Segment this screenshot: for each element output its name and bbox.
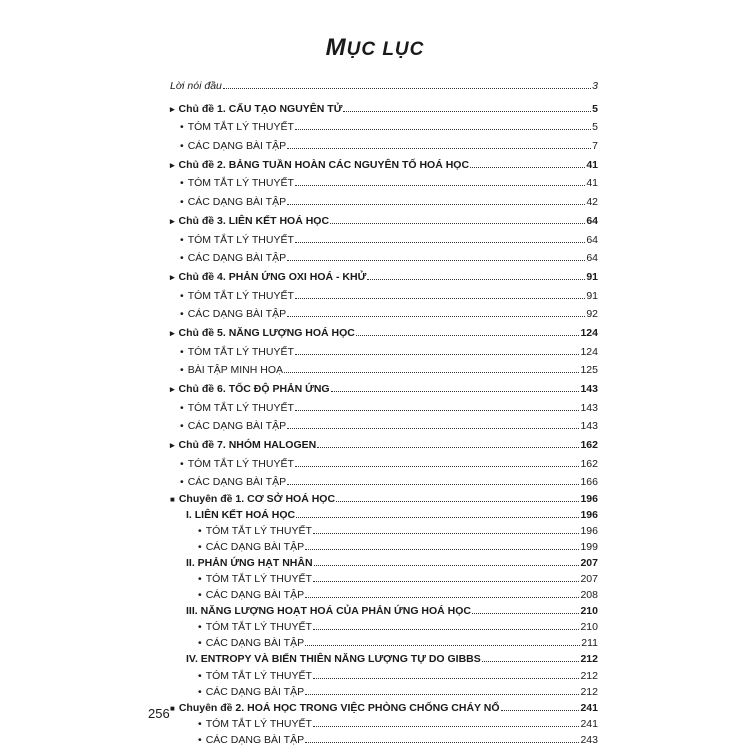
page-number: 256 (148, 706, 170, 721)
dot-bullet-icon: • (198, 589, 202, 602)
toc-entry (170, 649, 598, 665)
toc-entry (170, 414, 598, 433)
toc-entry (170, 521, 598, 537)
toc-entry-label: Chủ đề 2. BẢNG TUẦN HOÀN CÁC NGUYÊN TỐ HOÁ HỌC (178, 158, 470, 171)
toc-entry-page: 5 (592, 102, 598, 115)
toc-entry-label-wrap (180, 346, 294, 358)
triangle-bullet-icon: ▸ (170, 440, 175, 451)
dot-leader (343, 110, 591, 112)
dot-leader (317, 446, 579, 448)
dot-leader (295, 353, 580, 355)
toc-entry-label-wrap (170, 383, 330, 395)
toc-entry-label-wrap (198, 686, 304, 698)
triangle-bullet-icon: ▸ (170, 384, 175, 394)
toc-entry-label-wrap (198, 637, 304, 649)
toc-entry-page: 64 (586, 233, 598, 246)
toc-entry-label: TÓM TẮT LÝ THUYẾT (187, 233, 294, 246)
toc-entry-label: TÓM TẮT LÝ THUYẾT (187, 289, 294, 302)
dot-bullet-icon: • (198, 637, 202, 650)
toc-entry (170, 152, 598, 171)
toc-entry-page: 91 (586, 270, 598, 283)
dot-leader (296, 516, 579, 518)
toc-entry (170, 698, 598, 714)
dot-leader (313, 532, 580, 534)
toc-entry-page: 3 (592, 80, 598, 92)
table-of-contents (170, 74, 598, 746)
toc-entry-label-wrap (170, 493, 335, 505)
dot-leader (367, 278, 585, 280)
toc-entry-page: 196 (580, 508, 598, 521)
toc-entry-page: 7 (592, 140, 598, 153)
toc-entry-page: 196 (580, 492, 598, 505)
dot-bullet-icon: • (180, 233, 184, 246)
toc-entry-label-wrap (170, 80, 222, 92)
toc-entry (170, 320, 598, 339)
dot-leader (295, 297, 585, 299)
toc-entry (170, 339, 598, 358)
toc-entry-label: CÁC DẠNG BÀI TẬP (187, 476, 287, 489)
dot-bullet-icon: • (180, 364, 184, 377)
toc-entry (170, 96, 598, 115)
toc-entry-label: CÁC DẠNG BÀI TẬP (187, 420, 287, 433)
toc-entry-label: Chủ đề 5. NĂNG LƯỢNG HOÁ HỌC (178, 326, 355, 339)
toc-entry-page: 241 (580, 717, 598, 730)
dot-leader (287, 427, 579, 429)
toc-entry-page: 207 (580, 573, 598, 585)
dot-leader (501, 709, 580, 711)
toc-entry-page: 210 (580, 605, 598, 618)
toc-entry-label-wrap (180, 364, 283, 376)
toc-entry-label: Chủ đề 6. TỐC ĐỘ PHẢN ỨNG (178, 383, 330, 395)
dot-bullet-icon: • (180, 140, 184, 153)
toc-entry (170, 395, 598, 414)
toc-entry-label: TÓM TẮT LÝ THUYẾT (205, 524, 312, 537)
dot-leader (313, 628, 580, 630)
dot-leader (313, 677, 580, 679)
triangle-bullet-icon: ▸ (170, 159, 175, 170)
toc-entry (170, 569, 598, 585)
toc-entry (170, 451, 598, 470)
toc-entry-label: CÁC DẠNG BÀI TẬP (187, 252, 287, 265)
title-rest: ỤC LỤC (346, 39, 425, 60)
dot-leader (223, 87, 591, 89)
toc-entry-page: 143 (580, 420, 598, 433)
dot-bullet-icon: • (180, 345, 184, 358)
toc-entry (170, 470, 598, 489)
dot-leader (295, 409, 580, 411)
title-first-letter: M (325, 34, 347, 61)
dot-leader (356, 334, 580, 336)
dot-bullet-icon: • (198, 733, 202, 746)
toc-entry-label-wrap (170, 103, 342, 115)
toc-entry-label-wrap (186, 653, 481, 665)
toc-entry (170, 208, 598, 227)
toc-entry-label: I. LIÊN KẾT HOÁ HỌC (186, 508, 296, 521)
toc-entry-page: 42 (586, 196, 598, 209)
dot-bullet-icon: • (180, 457, 184, 470)
toc-entry-page: 41 (586, 158, 598, 171)
toc-entry (170, 302, 598, 321)
toc-entry-label: Chuyên đề 2. HOÁ HỌC TRONG VIỆC PHÒNG CHỐNG CHÁY NỔ (178, 701, 500, 714)
toc-entry-label-wrap (170, 271, 366, 283)
toc-entry-label: TÓM TẮT LÝ THUYẾT (187, 457, 294, 470)
toc-entry-page: 208 (580, 589, 598, 602)
toc-entry (170, 227, 598, 246)
triangle-bullet-icon: ▸ (170, 215, 175, 226)
toc-entry-page: 92 (586, 308, 598, 321)
dot-leader (305, 741, 579, 743)
toc-entry-label-wrap (186, 605, 471, 617)
toc-entry-label: TÓM TẮT LÝ THUYẾT (205, 573, 312, 585)
toc-entry-label: Chủ đề 3. LIÊN KẾT HOÁ HỌC (178, 214, 330, 227)
toc-entry-page: 143 (580, 401, 598, 414)
toc-entry (170, 74, 598, 92)
dot-leader (336, 500, 579, 502)
dot-bullet-icon: • (180, 289, 184, 302)
toc-entry-label-wrap (198, 670, 312, 682)
toc-entry-label: TÓM TẮT LÝ THUYẾT (205, 669, 312, 682)
toc-entry (170, 601, 598, 617)
toc-entry-label-wrap (180, 177, 294, 189)
toc-entry-page: 212 (580, 685, 598, 698)
toc-entry-label: CÁC DẠNG BÀI TẬP (205, 540, 305, 553)
toc-entry-page: 243 (580, 733, 598, 746)
dot-bullet-icon: • (198, 540, 202, 553)
toc-entry-page: 210 (580, 621, 598, 634)
dot-leader (482, 660, 580, 662)
dot-leader (287, 203, 585, 205)
toc-entry (170, 665, 598, 681)
toc-entry (170, 505, 598, 521)
toc-entry (170, 115, 598, 134)
toc-entry-page: 199 (580, 540, 598, 553)
toc-entry-page: 5 (592, 121, 598, 134)
dot-leader (295, 241, 585, 243)
toc-entry (170, 264, 598, 283)
toc-entry-page: 125 (580, 364, 598, 377)
toc-entry-label-wrap (198, 573, 312, 585)
toc-entry-label-wrap (198, 525, 312, 537)
toc-entry (170, 537, 598, 553)
toc-entry-label: CÁC DẠNG BÀI TẬP (205, 685, 305, 698)
toc-entry-page: 211 (581, 637, 598, 650)
dot-bullet-icon: • (198, 669, 202, 682)
dot-leader (470, 166, 585, 168)
dot-bullet-icon: • (180, 252, 184, 265)
square-bullet-icon: ■ (170, 703, 175, 713)
toc-entry-page: 91 (586, 289, 598, 302)
toc-entry-label-wrap (180, 420, 286, 432)
toc-entry-page: 143 (580, 383, 598, 395)
toc-entry-label-wrap (198, 718, 312, 730)
dot-leader (331, 390, 580, 392)
toc-entry (170, 730, 598, 746)
toc-entry-label-wrap (170, 439, 316, 451)
toc-entry-label-wrap (180, 458, 294, 470)
toc-entry (170, 617, 598, 633)
toc-entry-label-wrap (198, 541, 304, 553)
dot-bullet-icon: • (198, 573, 202, 585)
toc-entry-label: TÓM TẮT LÝ THUYẾT (205, 621, 312, 634)
dot-bullet-icon: • (198, 685, 202, 698)
dot-bullet-icon: • (180, 401, 184, 414)
toc-entry-label-wrap (170, 327, 355, 339)
toc-entry (170, 714, 598, 730)
toc-entry-label: Chủ đề 7. NHÓM HALOGEN (178, 439, 317, 452)
toc-entry-page: 162 (580, 457, 598, 470)
toc-entry-page: 124 (580, 326, 598, 339)
toc-entry (170, 488, 598, 504)
dot-leader (295, 128, 591, 130)
toc-entry-page: 162 (580, 439, 598, 452)
dot-bullet-icon: • (180, 177, 184, 190)
toc-entry (170, 133, 598, 152)
toc-entry-label: Chủ đề 1. CẤU TẠO NGUYÊN TỬ (178, 102, 343, 115)
toc-entry-label: Chuyên đề 1. CƠ SỞ HOÁ HỌC (178, 492, 336, 505)
toc-entry-label-wrap (170, 159, 469, 171)
toc-entry (170, 585, 598, 601)
dot-bullet-icon: • (180, 476, 184, 489)
toc-entry-label-wrap (180, 402, 294, 414)
toc-entry (170, 376, 598, 395)
toc-entry (170, 246, 598, 265)
toc-entry-page: 41 (586, 177, 598, 190)
toc-entry-label-wrap (198, 589, 304, 601)
dot-bullet-icon: • (180, 420, 184, 433)
dot-leader (287, 147, 591, 149)
toc-entry-label: TÓM TẮT LÝ THUYẾT (187, 345, 294, 358)
dot-leader (295, 465, 580, 467)
toc-entry-label: II. PHẢN ỨNG HẠT NHÂN (186, 556, 313, 569)
toc-entry-label: CÁC DẠNG BÀI TẬP (187, 308, 287, 321)
toc-entry-page: 196 (580, 524, 598, 537)
toc-entry-label: CÁC DẠNG BÀI TẬP (187, 196, 287, 209)
toc-entry-label: CÁC DẠNG BÀI TẬP (205, 733, 305, 746)
toc-entry-label-wrap (180, 234, 294, 246)
dot-leader (284, 371, 579, 373)
dot-leader (287, 483, 579, 485)
toc-entry (170, 432, 598, 451)
dot-bullet-icon: • (180, 121, 184, 134)
toc-entry (170, 633, 598, 649)
toc-entry-label-wrap (170, 702, 500, 714)
dot-bullet-icon: • (180, 308, 184, 321)
toc-entry (170, 358, 598, 377)
triangle-bullet-icon: ▸ (170, 271, 175, 282)
toc-entry-label: TÓM TẮT LÝ THUYẾT (187, 177, 294, 190)
toc-entry-label-wrap (180, 308, 286, 320)
toc-entry (170, 189, 598, 208)
toc-entry-label-wrap (186, 509, 295, 521)
toc-entry-label-wrap (180, 290, 294, 302)
toc-entry-label: IV. ENTROPY VÀ BIẾN THIÊN NĂNG LƯỢNG TỰ DO GIBBS (186, 653, 481, 666)
toc-entry-page: 207 (580, 556, 598, 569)
toc-entry-page: 124 (580, 345, 598, 358)
toc-entry-label: TÓM TẮT LÝ THUYẾT (205, 717, 312, 730)
toc-entry-label: CÁC DẠNG BÀI TẬP (205, 589, 305, 602)
dot-leader (287, 315, 585, 317)
toc-entry-label: TÓM TẮT LÝ THUYẾT (187, 401, 294, 414)
toc-entry (170, 553, 598, 569)
dot-bullet-icon: • (198, 717, 202, 730)
toc-entry-page: 212 (580, 653, 598, 666)
toc-entry-page: 64 (586, 214, 598, 227)
dot-bullet-icon: • (198, 524, 202, 537)
page-title (0, 34, 750, 62)
toc-entry-label-wrap (180, 476, 286, 488)
toc-entry-page: 166 (580, 476, 598, 489)
toc-entry-label-wrap (180, 252, 286, 264)
toc-entry-label: Chủ đề 4. PHẢN ỨNG OXI HOÁ - KHỬ (178, 270, 367, 283)
toc-entry-label-wrap (170, 215, 329, 227)
triangle-bullet-icon: ▸ (170, 103, 175, 114)
toc-entry-label: CÁC DẠNG BÀI TẬP (187, 140, 287, 153)
dot-leader (295, 184, 585, 186)
dot-leader (313, 725, 580, 727)
triangle-bullet-icon: ▸ (170, 327, 175, 338)
square-bullet-icon: ■ (170, 494, 175, 504)
toc-entry-page: 64 (586, 252, 598, 265)
toc-entry-label-wrap (180, 196, 286, 208)
dot-bullet-icon: • (180, 196, 184, 209)
dot-leader (305, 693, 579, 695)
dot-leader (313, 580, 580, 582)
toc-entry-label: TÓM TẮT LÝ THUYẾT (187, 121, 294, 134)
toc-entry (170, 283, 598, 302)
dot-leader (472, 612, 579, 614)
toc-entry-label: III. NĂNG LƯỢNG HOẠT HOÁ CỦA PHẢN ỨNG HOÁ HỌC (186, 605, 471, 618)
dot-leader (305, 596, 579, 598)
dot-leader (330, 222, 585, 224)
toc-entry-label-wrap (186, 557, 313, 569)
toc-entry-label-wrap (198, 621, 312, 633)
toc-entry-page: 212 (580, 669, 598, 682)
dot-leader (314, 564, 580, 566)
dot-leader (287, 259, 585, 261)
dot-leader (305, 548, 579, 550)
toc-entry-label: Lời nói đầu (170, 80, 222, 92)
dot-bullet-icon: • (198, 621, 202, 634)
toc-entry-label-wrap (180, 121, 294, 133)
toc-entry (170, 171, 598, 190)
toc-entry-label-wrap (198, 734, 304, 746)
toc-entry-label: CÁC DẠNG BÀI TẬP (205, 637, 305, 650)
toc-entry-label-wrap (180, 140, 286, 152)
toc-entry-page: 241 (580, 701, 598, 714)
toc-entry (170, 682, 598, 698)
dot-leader (305, 644, 580, 646)
toc-entry-label: BÀI TẬP MINH HOẠ (187, 364, 283, 377)
